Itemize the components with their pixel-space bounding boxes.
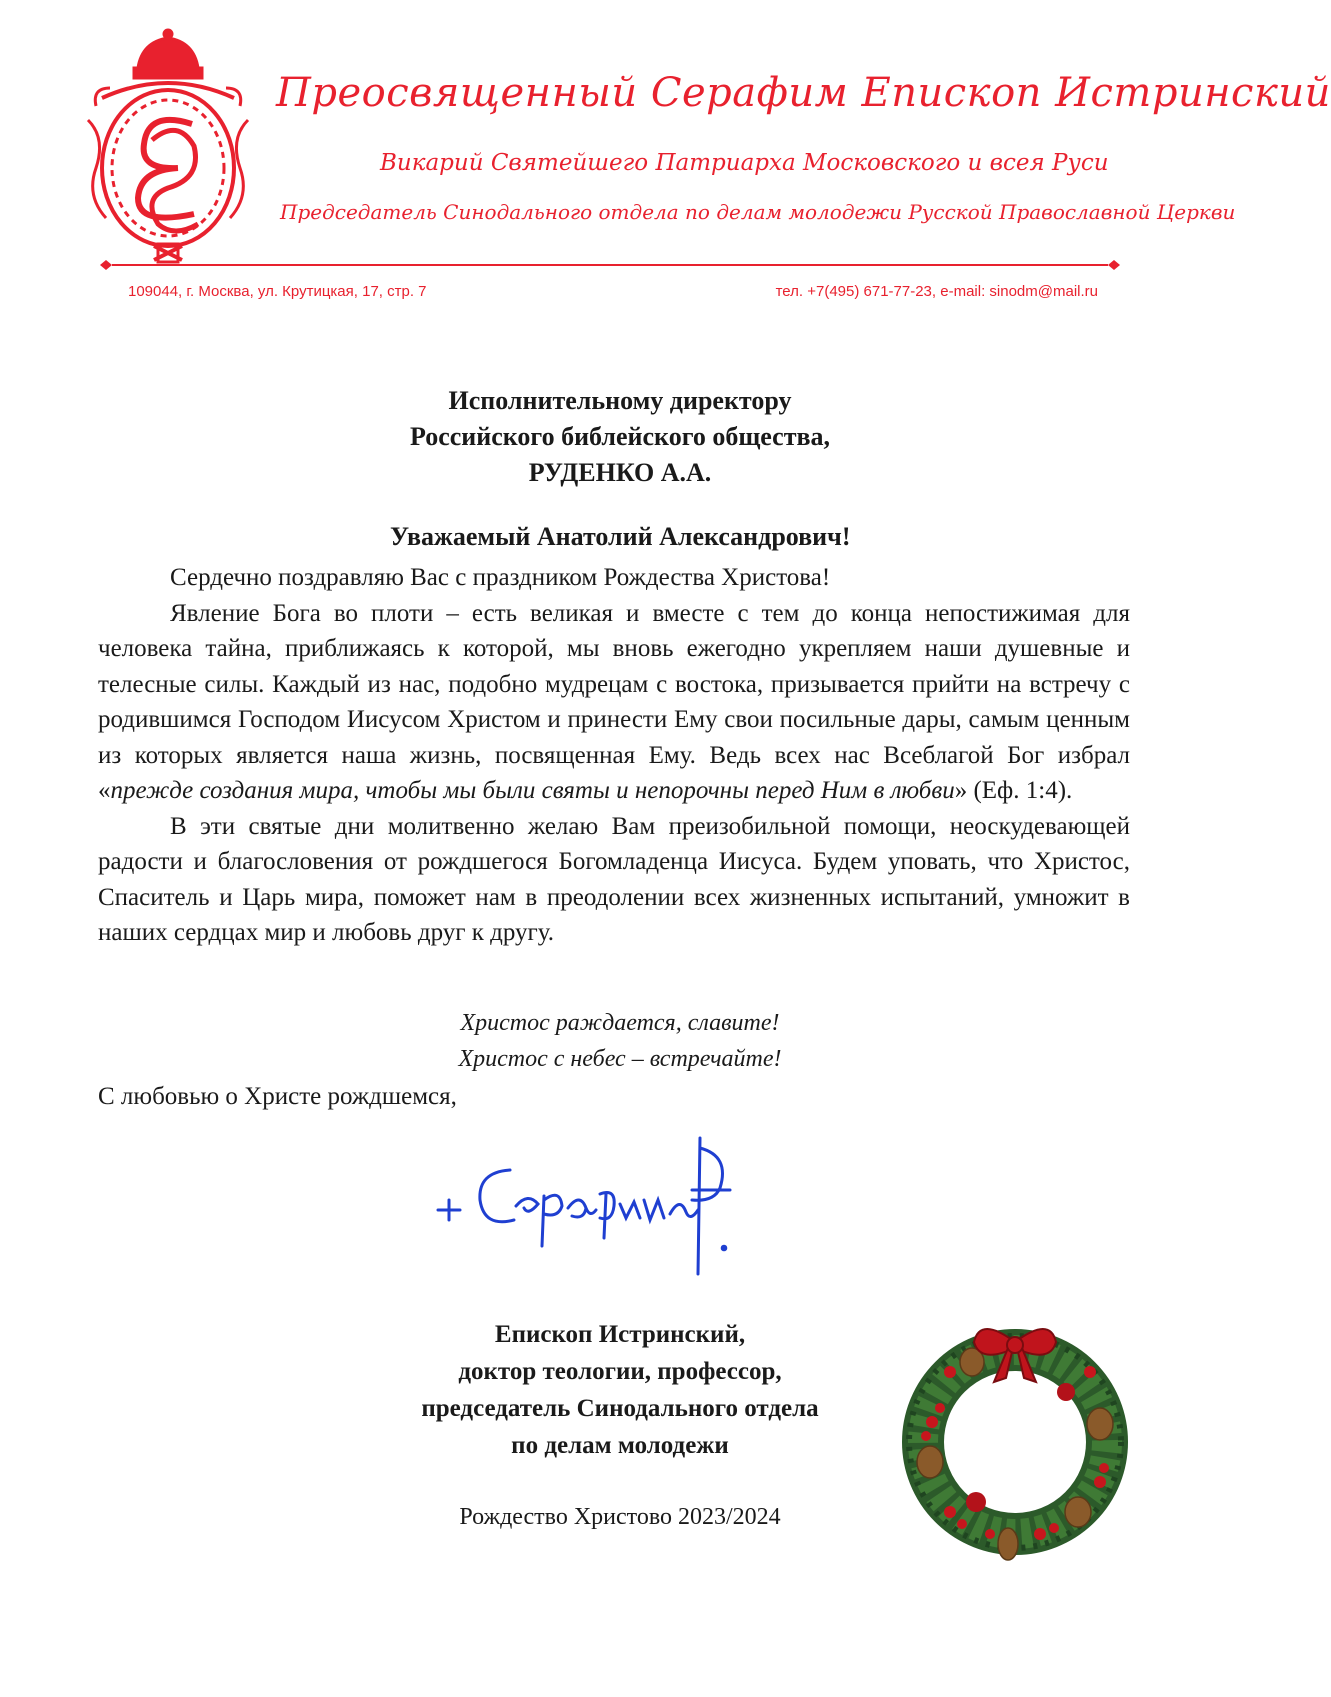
- recipient-line-3: РУДЕНКО А.А.: [528, 458, 712, 487]
- verse-line-1: Христос раждается, славите!: [460, 1010, 780, 1036]
- signer-line-4: по делам молодежи: [511, 1432, 729, 1459]
- letter-body: [98, 560, 1130, 951]
- recipient-line-1: Исполнительному директору: [448, 386, 792, 415]
- letterhead: [0, 0, 1331, 330]
- christmas-wreath-icon: [890, 1312, 1140, 1562]
- letter-date: Рождество Христово 2023/2024: [459, 1504, 781, 1530]
- letterhead-position-line: Председатель Синодального отдела по делам молодежи Русской Православной Церкви: [280, 200, 1236, 224]
- body-paragraph-2: [98, 596, 1130, 809]
- signer-line-2: доктор теологии, профессор,: [458, 1358, 782, 1385]
- letterhead-name: Преосвященный Серафим Епископ Истринский: [276, 70, 1331, 116]
- signer-line-1: Епископ Истринский,: [494, 1321, 746, 1348]
- verse-line-2: Христос с небес – встречайте!: [458, 1046, 782, 1072]
- signer-line-3: председатель Синодального отдела: [421, 1395, 819, 1422]
- greeting: Уважаемый Анатолий Александрович!: [390, 522, 851, 551]
- letterhead-address: 109044, г. Москва, ул. Крутицкая, 17, стр. 7: [128, 283, 427, 300]
- closing: С любовью о Христе рождшемся,: [98, 1083, 457, 1110]
- monogram-crest-icon: [82, 28, 254, 264]
- body-paragraph-2-text: Явление Бога во плоти – есть великая и вместе с тем до конца непостижимая для человека тайна, приближаясь к которой, мы вновь ежегодно укрепляем наши душевные и телесные силы. Каждый из нас, подобно мудрецам с востока, призывается прийти на встречу с родившимся Господом Иисусом Христом и принести Ему свои посильные дары, самым ценным из которых является наша жизнь, посвященная Ему. Ведь всех нас Всеблагой Бог избрал «: [98, 599, 1130, 804]
- scripture-reference: » (Еф. 1:4).: [954, 777, 1073, 804]
- letterhead-divider: [100, 258, 1120, 272]
- body-paragraph-3: В эти святые дни молитвенно желаю Вам преизобильной помощи, неоскудевающей радости и благословения от рождшегося Богомладенца Иисуса. Будем уповать, что Христос, Спаситель и Царь мира, поможет нам в преодолении всех жизненных испытаний, умножит в наших сердцах мир и любовь друг к другу.: [98, 812, 1130, 946]
- letterhead-contacts: тел. +7(495) 671-77-23, e-mail: sinodm@mail.ru: [775, 283, 1098, 300]
- letterhead-title-line: Викарий Святейшего Патриарха Московского и всея Руси: [380, 150, 1109, 176]
- handwritten-signature: [430, 1128, 750, 1278]
- body-paragraph-1: Сердечно поздравляю Вас с праздником Рождества Христова!: [170, 564, 831, 591]
- recipient-line-2: Российского библейского общества,: [409, 422, 831, 451]
- scripture-quote: прежде создания мира, чтобы мы были святы и непорочны перед Ним в любви: [110, 777, 955, 804]
